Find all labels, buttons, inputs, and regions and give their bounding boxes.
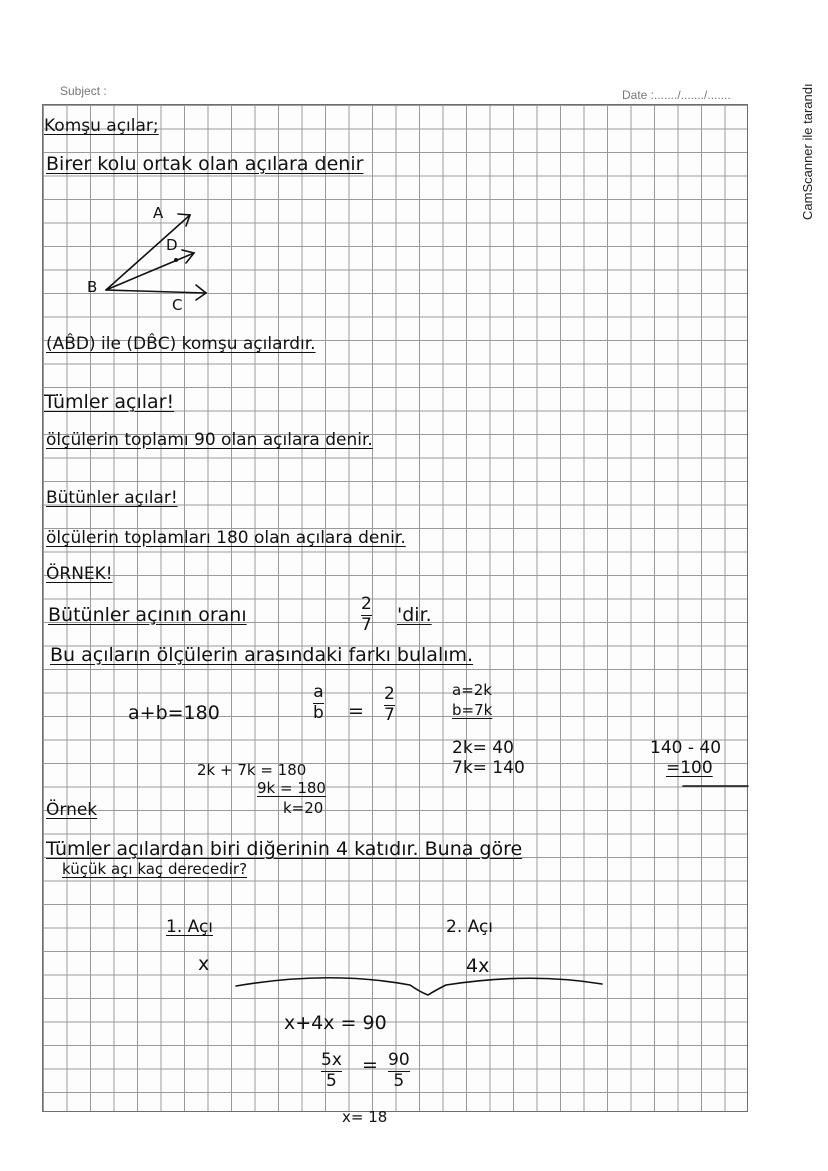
tumler-title: Tümler açılar! [44, 391, 175, 413]
b-value: b=7k [452, 701, 493, 719]
example1-label: ÖRNEK! [46, 564, 113, 584]
step3: k=20 [283, 799, 324, 817]
angle2-label: 2. Açı [446, 917, 494, 937]
komsu-definition: Birer kolu ortak olan açılara denir [46, 153, 364, 175]
frac-b: b [313, 702, 324, 723]
example1-ratio [361, 596, 372, 635]
final-result: x= 18 [342, 1108, 388, 1126]
angle1-value: x [198, 953, 210, 975]
tumler-definition: ölçülerin toplamı 90 olan açılara denir. [46, 430, 373, 450]
example1-line2: Bu açıların ölçülerin arasındaki farkı bulalım. [50, 644, 474, 666]
ray-bd [106, 253, 194, 290]
ray-bc [106, 290, 206, 293]
scanner-watermark: CamScanner ile tarandı [800, 83, 815, 220]
brace [236, 978, 602, 995]
example2-label: Örnek [46, 800, 98, 820]
a-value: a=2k [452, 681, 492, 699]
frac-right-den: 5 [393, 1070, 405, 1091]
point-d-dot [174, 258, 178, 262]
frac-eq-sign: = [362, 1054, 378, 1076]
frac-a: a [313, 682, 324, 702]
butunler-title: Bütünler açılar! [46, 488, 178, 508]
frac-ab [313, 684, 324, 723]
frac-left-den: 5 [326, 1070, 337, 1091]
frac-left-num: 5x [321, 1050, 342, 1070]
point-a-label: A [153, 204, 164, 222]
equation: x+4x = 90 [284, 1012, 387, 1034]
butunler-definition: ölçülerin toplamları 180 olan açılara denir. [46, 528, 406, 548]
frac-right [388, 1052, 410, 1091]
example2-line2: küçük açı kaç derecedir? [62, 860, 248, 878]
point-c-label: C [172, 296, 183, 314]
difference-expression: 140 - 40 [650, 738, 722, 758]
angle2-value: 4x [466, 955, 490, 977]
point-b-label: B [87, 278, 98, 296]
example1-line1-suffix: 'dir. [397, 604, 432, 626]
ratio-denominator: 7 [361, 614, 372, 635]
frac-left [321, 1052, 342, 1091]
result-7k: 7k= 140 [452, 758, 525, 778]
result-2k: 2k= 40 [452, 738, 514, 758]
eq-sum: a+b=180 [128, 702, 220, 724]
komsu-example: (AB̂D) ile (DB̂C) komşu açılardır. [46, 334, 316, 354]
subject-label: Subject : [60, 84, 107, 98]
ratio-numerator: 2 [361, 594, 372, 614]
difference-result: =100 [666, 758, 713, 778]
komsu-title: Komşu açılar; [44, 116, 159, 136]
example1-line1: Bütünler açının oranı [48, 604, 247, 626]
frac-right-num: 90 [388, 1050, 410, 1070]
frac-2: 2 [384, 684, 395, 704]
frac-27 [384, 686, 395, 725]
point-d-label: D [166, 236, 178, 254]
step2: 9k = 180 [257, 779, 326, 797]
example2-line1: Tümler açılardan biri diğerinin 4 katıdır. Buna göre [46, 838, 523, 860]
angle1-label: 1. Açı [166, 917, 214, 937]
eq-sign-1: = [348, 700, 364, 722]
date-label: Date :......./......./....... [622, 88, 731, 102]
frac-7: 7 [384, 704, 395, 725]
step1: 2k + 7k = 180 [197, 761, 307, 779]
